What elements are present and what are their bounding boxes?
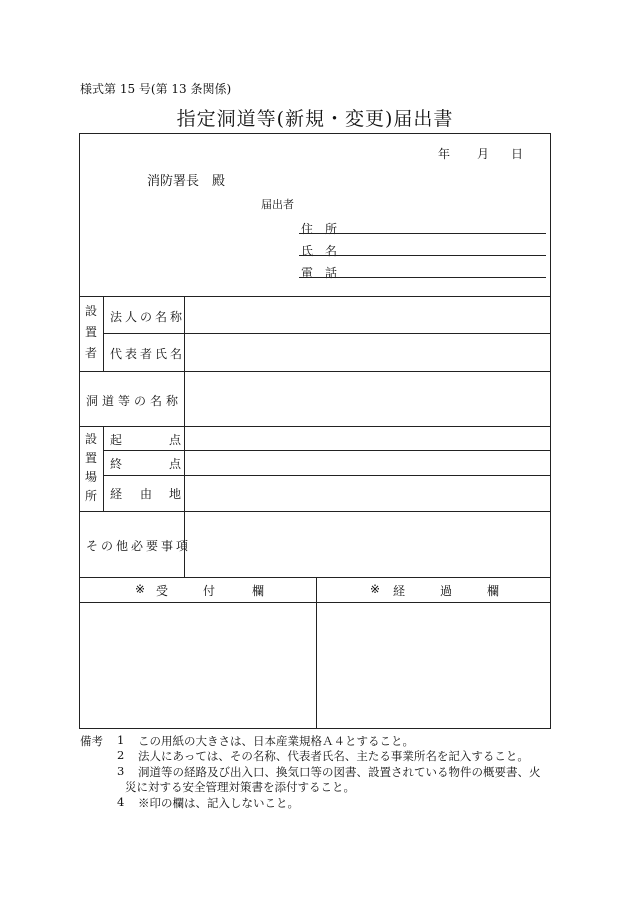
- addressee: 消防署長 殿: [147, 174, 226, 189]
- progress-mark: ※: [370, 582, 381, 596]
- progress-label-1: 経: [393, 584, 406, 598]
- reception-label-2: 付: [203, 584, 216, 598]
- progress-field: [317, 603, 549, 727]
- tunnel-name-field[interactable]: [189, 372, 549, 425]
- location-vertical-label: 設 置 場 所: [84, 432, 97, 503]
- notes-heading: 備考: [80, 734, 103, 748]
- address-field[interactable]: [299, 233, 546, 234]
- note-text: 洞道等の経路及び出入口、換気口等の図書、設置されている物件の概要書、火: [138, 765, 541, 779]
- month-label: 月: [477, 147, 490, 161]
- note-text: ※印の欄は、記入しないこと。: [138, 796, 299, 810]
- end-point-field[interactable]: [189, 451, 549, 474]
- divider: [80, 577, 550, 578]
- installer-vertical-label: 設 置 者: [84, 304, 97, 360]
- phone-label: 電 話: [301, 266, 338, 280]
- note-text-continued: 災に対する安全管理対策書を添付すること。: [125, 780, 355, 794]
- name-label: 氏 名: [301, 244, 338, 258]
- note-number: 3: [117, 764, 125, 778]
- applicant-label: 届出者: [261, 198, 294, 211]
- start-point-label-1: 起: [110, 433, 123, 447]
- rep-name-field[interactable]: [189, 334, 549, 370]
- reception-mark: ※: [135, 582, 146, 596]
- corp-name-field[interactable]: [189, 297, 549, 332]
- note-number: 2: [117, 748, 125, 762]
- form-title: 指定洞道等(新規・変更)届出書: [176, 108, 454, 130]
- via-label-3: 地: [169, 487, 182, 501]
- form-number: 様式第 15 号(第 13 条関係): [80, 82, 232, 96]
- year-label: 年: [438, 147, 451, 161]
- start-point-field[interactable]: [189, 427, 549, 449]
- name-field[interactable]: [299, 255, 546, 256]
- divider: [184, 296, 185, 577]
- reception-label-3: 欄: [252, 584, 265, 598]
- reception-field: [81, 603, 315, 727]
- note-text: この用紙の大きさは、日本産業規格Ａ４とすること。: [138, 734, 414, 748]
- reception-label-1: 受: [156, 584, 169, 598]
- progress-label-2: 過: [440, 584, 453, 598]
- end-point-label-2: 点: [169, 457, 182, 471]
- tunnel-name-label: 洞道等の名称: [86, 394, 183, 408]
- phone-field[interactable]: [299, 277, 546, 278]
- corp-name-label: 法人の名称: [110, 310, 186, 324]
- note-number: 4: [117, 795, 125, 809]
- form-frame: [79, 133, 551, 729]
- divider: [103, 296, 104, 371]
- rep-name-label: 代表者氏名: [110, 347, 186, 361]
- divider: [103, 426, 104, 511]
- note-number: 1: [117, 733, 125, 747]
- via-field[interactable]: [189, 476, 549, 510]
- other-label: その他必要事項: [86, 539, 192, 553]
- note-text: 法人にあっては、その名称、代表者氏名、主たる事業所名を記入すること。: [138, 749, 529, 763]
- day-label: 日: [511, 147, 524, 161]
- progress-label-3: 欄: [487, 584, 500, 598]
- other-field[interactable]: [189, 512, 549, 576]
- via-label-1: 経: [110, 487, 123, 501]
- start-point-label-2: 点: [169, 433, 182, 447]
- address-label: 住 所: [301, 222, 338, 236]
- via-label-2: 由: [140, 487, 153, 501]
- end-point-label-1: 終: [110, 457, 123, 471]
